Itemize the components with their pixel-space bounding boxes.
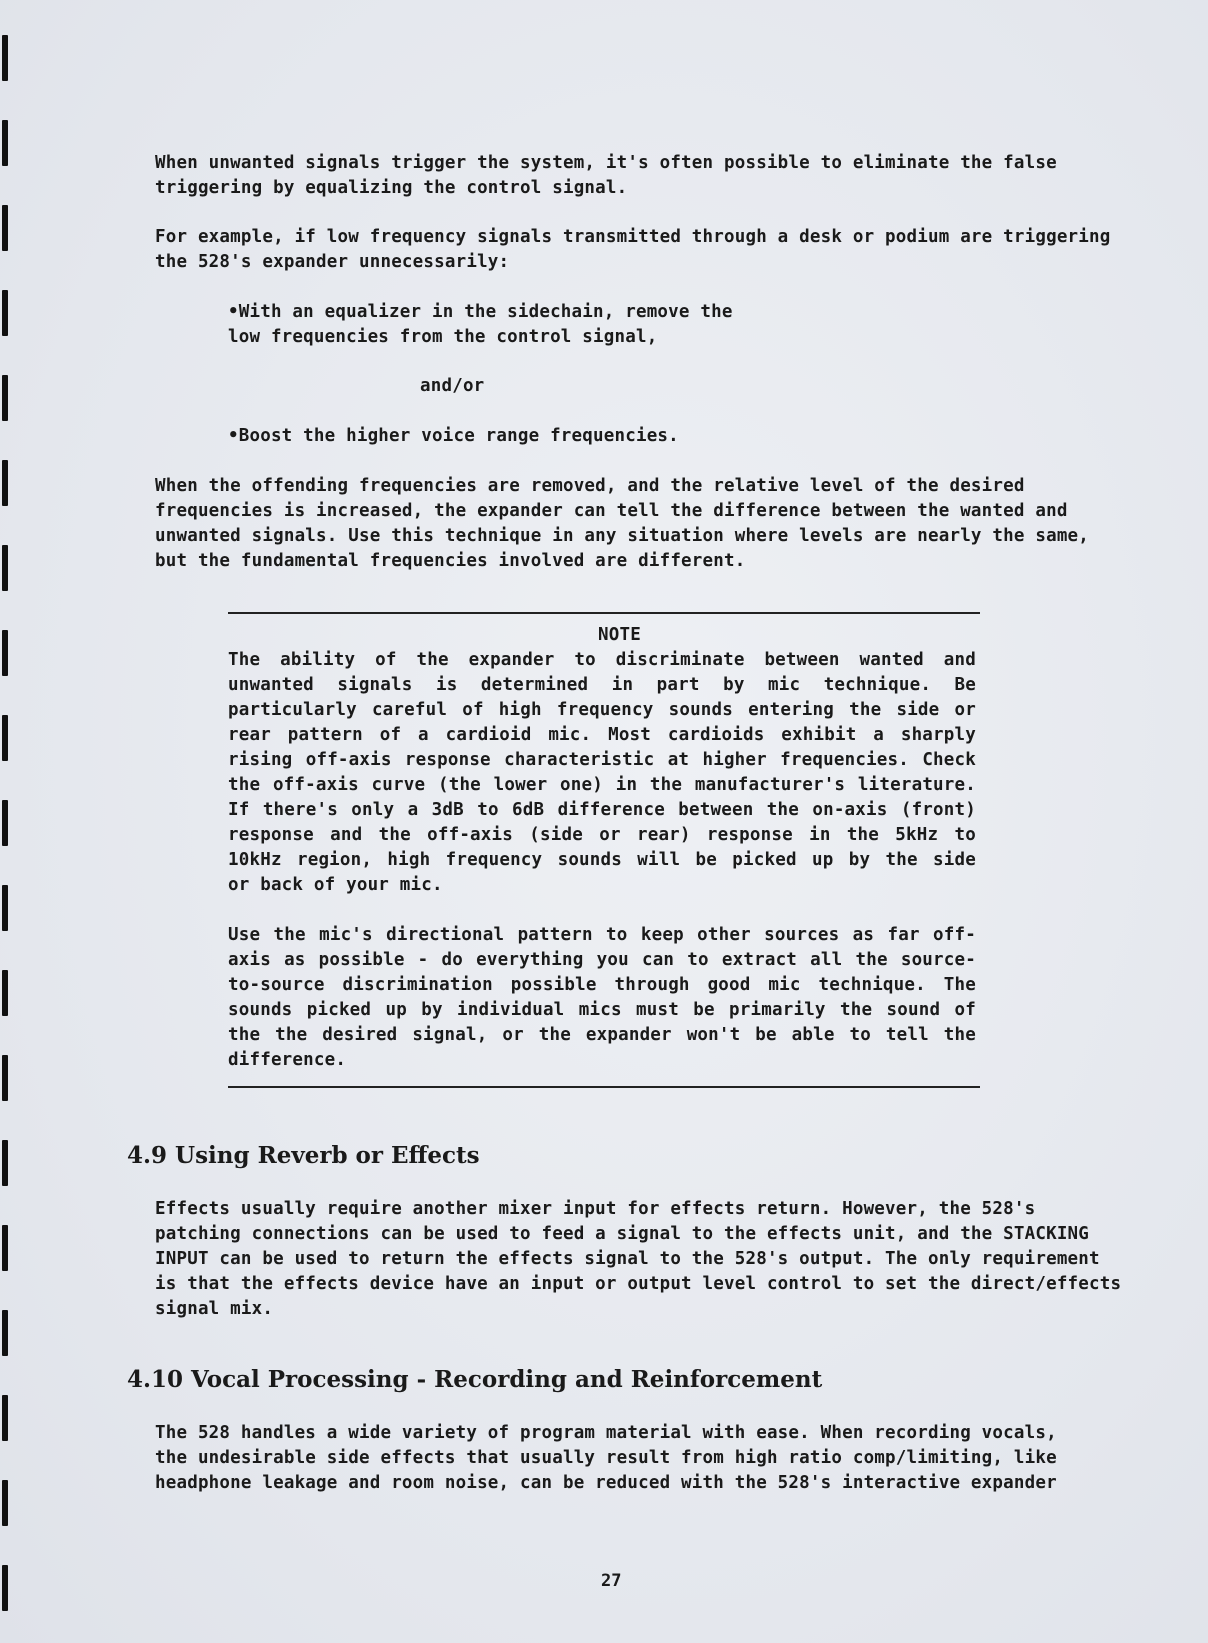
page-number: 27	[601, 1571, 622, 1591]
note-line: axis as possible - do everything you can to extract all the source-	[228, 950, 976, 970]
note-line: or back of your mic.	[228, 875, 443, 895]
note-top-rule	[228, 612, 980, 614]
section-heading: 4.9 Using Reverb or Effects	[127, 1142, 480, 1169]
paragraph-line: headphone leakage and room noise, can be reduced with the 528's interactive expander	[155, 1473, 1057, 1493]
note-bottom-rule	[228, 1086, 980, 1088]
note-title: NOTE	[598, 625, 641, 645]
binding-holes	[0, 0, 8, 1643]
paragraph-line: When the offending frequencies are removed, and the relative level of the desired	[155, 476, 1025, 496]
note-line: If there's only a 3dB to 6dB difference between the on-axis (front)	[228, 800, 976, 820]
paragraph-line: frequencies is increased, the expander can tell the difference between the wanted and	[155, 501, 1068, 521]
paragraph-line: INPUT can be used to return the effects signal to the 528's output. The only requirement	[155, 1249, 1100, 1269]
paragraph-line: but the fundamental frequencies involved are different.	[155, 551, 746, 571]
note-line: rising off-axis response characteristic at higher frequencies. Check	[228, 750, 976, 770]
note-line: to-source discrimination possible through good mic technique. The	[228, 975, 976, 995]
paragraph-line: The 528 handles a wide variety of program material with ease. When recording vocals,	[155, 1423, 1057, 1443]
bullet-item: •With an equalizer in the sidechain, remove the	[228, 302, 733, 322]
note-line: sounds picked up by individual mics must be primarily the sound of	[228, 1000, 976, 1020]
paragraph-line: is that the effects device have an input or output level control to set the direct/effects	[155, 1274, 1122, 1294]
note-line: 10kHz region, high frequency sounds will be picked up by the side	[228, 850, 976, 870]
bullet-item: •Boost the higher voice range frequencies.	[228, 426, 679, 446]
note-line: particularly careful of high frequency sounds entering the side or	[228, 700, 976, 720]
note-line: the the desired signal, or the expander won't be able to tell the	[228, 1025, 976, 1045]
paragraph-line: Effects usually require another mixer input for effects return. However, the 528's	[155, 1199, 1036, 1219]
note-line: unwanted signals is determined in part by mic technique. Be	[228, 675, 976, 695]
paragraph-line: unwanted signals. Use this technique in any situation where levels are nearly the same,	[155, 526, 1090, 546]
paragraph-line: signal mix.	[155, 1299, 274, 1319]
section-heading: 4.10 Vocal Processing - Recording and Reinforcement	[127, 1366, 823, 1393]
paragraph-line: the undesirable side effects that usually result from high ratio comp/limiting, like	[155, 1448, 1057, 1468]
note-line: rear pattern of a cardioid mic. Most cardioids exhibit a sharply	[228, 725, 976, 745]
paragraph-line: triggering by equalizing the control signal.	[155, 178, 628, 198]
note-line: Use the mic's directional pattern to keep other sources as far off-	[228, 925, 976, 945]
note-line: response and the off-axis (side or rear) response in the 5kHz to	[228, 825, 976, 845]
note-line: the off-axis curve (the lower one) in the manufacturer's literature.	[228, 775, 976, 795]
paragraph-line: For example, if low frequency signals transmitted through a desk or podium are triggering	[155, 227, 1111, 247]
bullet-item: low frequencies from the control signal,	[228, 327, 658, 347]
note-line: difference.	[228, 1050, 347, 1070]
note-line: The ability of the expander to discriminate between wanted and	[228, 650, 976, 670]
paragraph-line: When unwanted signals trigger the system, it's often possible to eliminate the false	[155, 153, 1057, 173]
connector-text: and/or	[420, 376, 485, 396]
paragraph-line: patching connections can be used to feed a signal to the effects unit, and the STACKING	[155, 1224, 1090, 1244]
paragraph-line: the 528's expander unnecessarily:	[155, 252, 510, 272]
